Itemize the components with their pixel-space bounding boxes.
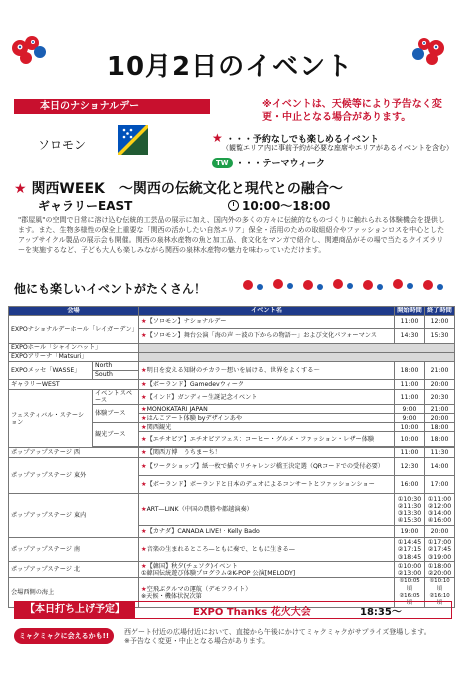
red-star-icon: ★	[141, 435, 147, 443]
start-cell: ①10:05頃 ②16:05頃	[395, 578, 425, 608]
event-cell: ★ART—LINK（中国の農勝や都越演奏）	[139, 494, 395, 526]
kansai-time	[228, 197, 330, 214]
event-cell: ★音楽の生まれるところ—ともに奏で、ともに生きる—	[139, 538, 395, 562]
end-cell: ①11:00 ②12:00 ③14:00 ④16:00	[425, 494, 455, 526]
start-cell: 11:00	[395, 380, 425, 390]
start-cell: 9:00	[395, 414, 425, 423]
start-cell: 11:00	[395, 448, 425, 458]
venue-cell: ポップアップステージ 南	[9, 538, 139, 562]
launch-event: EXPO Thanks 花火大会	[193, 607, 311, 618]
table-row	[9, 538, 455, 562]
end-cell: 20:00	[425, 526, 455, 538]
end-cell: 18:00	[425, 432, 455, 447]
red-star-icon: ★	[141, 366, 147, 374]
red-star-icon: ★	[212, 131, 223, 145]
end-cell: 14:00	[425, 458, 455, 476]
event-cell: ★【ソロモン】舞台公演「海の声 〜波の下からの物語〜」および文化パフォーマンス	[139, 329, 395, 344]
table-row	[9, 353, 455, 362]
event-cell: ★【エチオピア】エチオピアフェス：コーヒー・グルメ・ファッション・レザー体験	[139, 432, 395, 447]
legend-reserve-note: （観覧エリア内に事前予約が必要な座席やエリアがあるイベントを含む）	[222, 144, 453, 152]
start-cell: ①14:45 ②17:15 ③18:45	[395, 538, 425, 562]
event-cell: ★【ボーランド】Gamedevウィーク	[139, 380, 395, 390]
kansai-week-title: 関西WEEK 〜関西の伝統文化と現代との融合〜	[31, 181, 343, 197]
venue-cell: フェスティバル・ステーション	[9, 390, 93, 448]
red-star-icon: ★	[141, 546, 147, 554]
legend-reserve-label: ・・・予約なしでも楽しめるイベント	[225, 135, 379, 145]
table-row	[9, 380, 455, 390]
kansai-venue: ギャラリーEAST	[38, 199, 133, 213]
event-cell: ★関西観光	[139, 423, 395, 432]
start-cell: 10:00	[395, 423, 425, 432]
table-row	[9, 562, 455, 578]
kansai-time-text: 10:00〜18:00	[242, 199, 331, 213]
subvenue-cell: South	[93, 371, 139, 380]
clock-icon	[228, 200, 239, 211]
event-cell: ★空飛ぶクルマの運航（デモフライト） ※天候・機体状況次第	[139, 578, 395, 608]
event-cell: ★【インド】ガンディー生誕記念イベント	[139, 390, 395, 405]
venue-cell: EXPOメッセ「WASSE」	[9, 362, 93, 380]
start-cell: 19:00	[395, 526, 425, 538]
weather-notice: ※イベントは、天候等により予告なく変更・中止となる場合があります。	[262, 99, 442, 123]
launch-time: 18:35〜	[360, 607, 402, 618]
red-star-icon: ★	[141, 414, 147, 422]
myaku-notice-line1: 西ゲート付近の広場付近において、直接から午後にかけてミャクミャクがサプライズ登場します。	[124, 628, 431, 636]
end-cell: 20:30	[425, 390, 455, 405]
launch-label: 【本日打ち上げ予定】	[15, 602, 135, 618]
venue-cell: EXPOナショナルデーホール「レイガーデン」	[9, 316, 139, 344]
event-cell: ★【ワークショップ】紙一枚で描ぐリチャレンジ橋王決定選（QRコードでの受付必要）	[139, 458, 395, 476]
legend-theme	[212, 156, 325, 169]
event-cell: ★【ボーランド】ボーランドと日本のデュオによるコンサートとファッションショー	[139, 476, 395, 494]
end-cell: ①10:10頃 ②16:10頃	[425, 578, 455, 608]
subvenue-cell: North	[93, 362, 139, 371]
end-cell: 21:00	[425, 362, 455, 380]
end-cell: ①18:00 ②20:00	[425, 562, 455, 578]
venue-cell: ポップアップステージ 東外	[9, 458, 139, 494]
table-row	[9, 390, 455, 405]
start-cell: 16:00	[395, 476, 425, 494]
venue-cell: EXPOアリーナ「Matsuri」	[9, 353, 139, 362]
venue-cell: ポップアップステージ 東内	[9, 494, 139, 538]
venue-cell: 会場西側の海上	[9, 578, 139, 608]
start-cell: 11:00	[395, 316, 425, 329]
table-row	[9, 448, 455, 458]
event-cell: ★【カナダ】CANADA LIVE! · Kelly Bado	[139, 526, 395, 538]
end-cell: 11:30	[425, 448, 455, 458]
col-venue-header: 会場	[9, 307, 139, 316]
red-star-icon: ★	[141, 332, 147, 340]
table-row	[9, 458, 455, 476]
red-star-icon: ★	[141, 380, 147, 388]
event-cell: ★明日を変える知財のチカラ〜想いを届ける、世界をよくする〜	[139, 362, 395, 380]
end-cell: 21:00	[425, 405, 455, 414]
table-header-row	[9, 307, 455, 316]
venue-cell: EXPOホール「シャインハット」	[9, 344, 139, 353]
country-name: ソロモン	[38, 138, 87, 152]
red-star-icon: ★	[141, 562, 147, 570]
red-star-icon: ★	[141, 481, 147, 489]
red-star-icon: ★	[141, 463, 147, 471]
end-cell: 17:00	[425, 476, 455, 494]
start-cell: 14:30	[395, 329, 425, 344]
red-star-icon: ★	[14, 181, 27, 197]
table-row	[9, 362, 455, 371]
schedule-table	[8, 306, 455, 608]
event-cell: ★【韓国】秋夕(チュソク)イベント ①韓国伝統遊び体験プログラム②K-POP 公演[MELODY]	[139, 562, 395, 578]
red-star-icon: ★	[141, 528, 147, 536]
event-cell: ★【関西万博 うちまーち！	[139, 448, 395, 458]
solomon-flag-icon	[118, 125, 148, 155]
end-cell: 15:30	[425, 329, 455, 344]
start-cell: 11:00	[395, 390, 425, 405]
subvenue-cell: 体験ブース	[93, 405, 139, 423]
venue-cell: ポップアップステージ 北	[9, 562, 139, 578]
red-star-icon: ★	[141, 449, 147, 457]
col-end-header: 終了時間	[425, 307, 455, 316]
col-start-header: 開始時間	[395, 307, 425, 316]
end-cell: 18:00	[425, 423, 455, 432]
end-cell: 20:00	[425, 414, 455, 423]
red-star-icon: ★	[141, 405, 147, 413]
legend-theme-label: ・・・テーマウィーク	[235, 159, 325, 169]
start-cell: ①10:00 ②13:00	[395, 562, 425, 578]
theme-week-badge: TW	[212, 158, 233, 168]
end-cell: ①17:00 ②17:45 ③19:00	[425, 538, 455, 562]
subvenue-cell: 観光ブース	[93, 423, 139, 447]
venue-cell: ギャラリーWEST	[9, 380, 139, 390]
national-day-bar: 本日のナショナルデー	[14, 99, 210, 114]
start-cell: 18:00	[395, 362, 425, 380]
table-row	[9, 316, 455, 329]
myaku-notice	[124, 628, 431, 646]
start-cell: 12:30	[395, 458, 425, 476]
red-star-icon: ★	[141, 506, 147, 514]
page-title: 10月2日のイベント	[106, 52, 354, 82]
end-cell: 12:00	[425, 316, 455, 329]
venue-cell: ポップアップステージ 西	[9, 448, 139, 458]
more-events-heading: 他にも楽しいイベントがたくさん！	[14, 282, 207, 296]
table-row	[9, 494, 455, 526]
red-star-icon: ★	[141, 318, 147, 326]
col-event-header: イベント名	[139, 307, 395, 316]
table-row	[9, 344, 455, 353]
event-cell: ★【ソロモン】ナショナルデー	[139, 316, 395, 329]
start-cell: ①10:30 ②11:30 ③13:30 ④15:30	[395, 494, 425, 526]
end-cell: 20:00	[425, 380, 455, 390]
start-cell: 9:00	[395, 405, 425, 414]
kansai-week-heading	[14, 178, 343, 198]
myaku-meet-badge: ミャクミャクに会えるかも!!	[14, 628, 114, 644]
fireworks-banner	[14, 601, 452, 619]
subvenue-cell: イベントスペース	[93, 390, 139, 405]
decorative-dots-icon	[238, 276, 452, 294]
event-cell: ★MONOKATARI JAPAN	[139, 405, 395, 414]
red-star-icon: ★	[141, 423, 147, 431]
myaku-notice-line2: ※予告なく変更・中止となる場合があります。	[124, 637, 270, 645]
red-star-icon: ★	[141, 393, 147, 401]
kansai-description: "郡屋風"の空間で日常に溶け込む伝統的工芸品の展示に加え、国内外の多くの方々に伝統的なものづくりに触れられる体験機会を提供します。また、生物多様性の保全上重要な「関西の活かしたい自然エリア」保全・活用のための取組紹介やファッションロスを中心としたアップサイクル製品の展示会も開催。関西の泉林水産物の魚と加工品、食文化をマンガで紹介し、関連商品がその場で当たるクイズラリーを実施するなど、子ども大人も楽しみながら関西の泉林水産物の魅力を味わっていただけます。	[18, 216, 445, 254]
start-cell: 10:00	[395, 432, 425, 447]
red-star-icon: ★	[141, 585, 147, 593]
event-cell: ★はんこアート体験 byデザインあや	[139, 414, 395, 423]
